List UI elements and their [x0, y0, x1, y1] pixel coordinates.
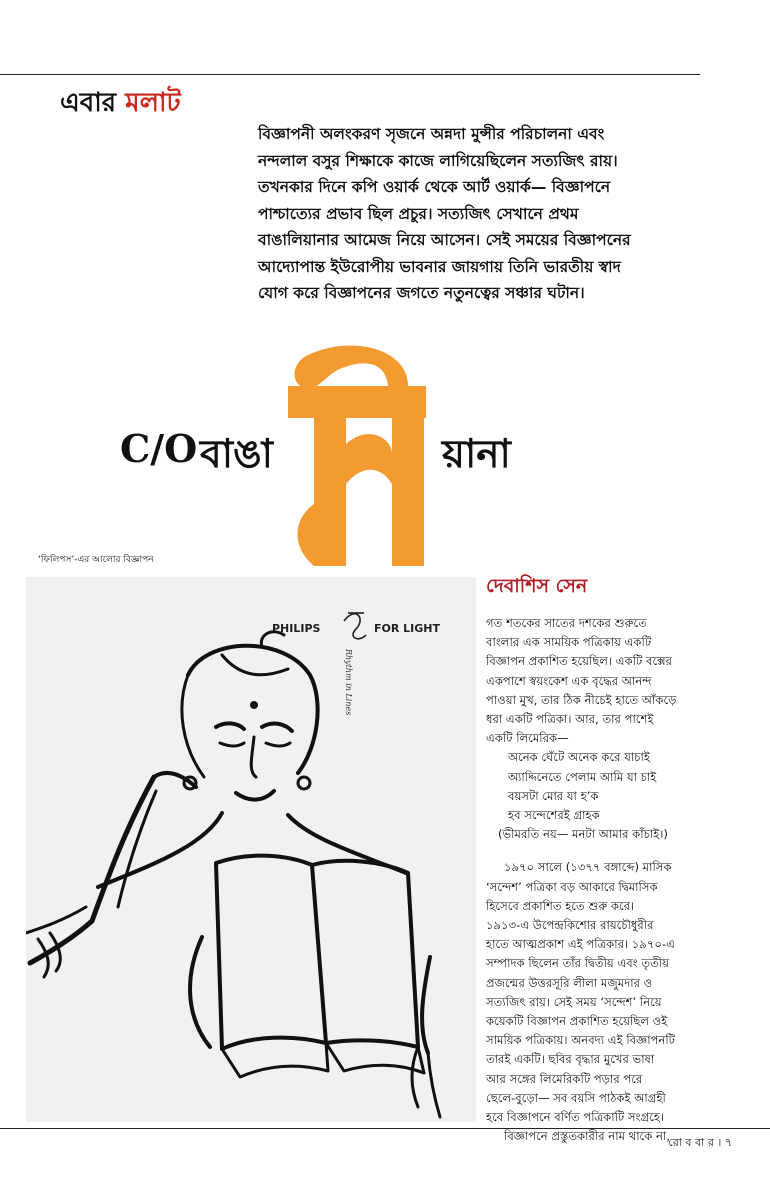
article-line: বিজ্ঞাপনে প্রস্তুতকারীর নাম থাকে না, — [504, 1129, 670, 1144]
title-co: C/O — [120, 426, 198, 471]
title-big-glyph-text: লি — [280, 334, 282, 335]
page-footer: রো ব বা র । ৭ — [668, 1136, 732, 1149]
article-line: সাময়িক পত্রিকায়। অনবদ্য এই বিজ্ঞাপনটি — [486, 1033, 675, 1048]
title-part-1: বাঙা — [200, 432, 273, 477]
article-line: হিসেবে প্রকাশিত হতে শুরু করে। — [486, 898, 635, 913]
article-line: একপাশে স্বয়ংকেশ এক বৃদ্ধের আনন্দ — [486, 673, 652, 688]
intro-line: বিজ্ঞাপনী অলংকরণ সৃজনে অন্নদা মুন্সীর পরিচালনা এবং — [258, 125, 605, 143]
article-line: ১৯৭০ সালে (১৩৭৭ বঙ্গাব্দে) মাসিক — [504, 860, 672, 875]
article-line: সত্যজিৎ রায়। সেই সময় ‘সন্দেশ’ নিয়ে — [486, 994, 662, 1009]
intro-line: যোগ করে বিজ্ঞাপনের জগতে নতুনত্বের সঞ্চার ঘটান। — [258, 284, 585, 302]
ad-brand-text: PHILIPS — [272, 622, 321, 635]
article-line: হাতে আত্মপ্রকাশ এই পত্রিকার। ১৯৭০-এ — [486, 937, 675, 952]
author-name: দেবাশিস সেন — [486, 575, 588, 597]
limerick — [486, 748, 730, 844]
section-label-accent: মলাট — [125, 88, 181, 118]
intro-line: তখনকার দিনে কপি ওয়ার্ক থেকে আর্ট ওয়ার্ক— বিজ্ঞাপনে — [258, 178, 611, 196]
article-line: পাওয়া মুখ, তার ঠিক নীচেই হাতে আঁকড়ে — [486, 692, 677, 707]
intro-line: আদ্যোপান্ত ইউরোপীয় ভাবনার জায়গায় তিনি ভারতীয় স্বাদ — [258, 257, 621, 276]
title-part-3: য়ানা — [442, 432, 511, 477]
article-line: কয়েকটি বিজ্ঞাপন প্রকাশিত হয়েছিল ওই — [486, 1014, 668, 1029]
image-caption: ‘ফিলিপস’-এর আলোর বিজ্ঞাপন — [38, 555, 154, 565]
article-body — [486, 614, 730, 1146]
intro-line: বাঙালিয়ানার আমেজ নিয়ে আসেন। সেই সময়ের বিজ্ঞাপনের — [258, 231, 631, 249]
article-line: ছেলে-বুড়ো— সব বয়সি পাঠকই আগ্রহী — [486, 1090, 666, 1105]
section-label-plain: এবার — [60, 88, 126, 118]
article-line: বিজ্ঞাপন প্রকাশিত হয়েছিল। একটি বক্সের — [486, 654, 673, 669]
article-line: হবে বিজ্ঞাপনে বর্ণিত পত্রিকাটি সংগ্রহে। — [486, 1110, 665, 1125]
limerick-line: হব সন্দেশেরই গ্রাহক — [508, 808, 600, 823]
bottom-rule — [0, 1128, 770, 1129]
article-line: ১৯১৩-এ উপেন্দ্রকিশোর রায়চৌধুরীর — [486, 918, 654, 933]
limerick-line: বয়সটা মোর যা হ’ক — [508, 788, 599, 803]
article-line: প্রজন্মের উত্তরসূরি লীলা মজুমদার ও — [486, 975, 653, 990]
article-line: একটি লিমেরিক— — [486, 731, 569, 746]
article-para-1 — [486, 614, 730, 748]
article-line: গত শতকের সাতের দশকের শুরুতে — [486, 616, 647, 630]
title-big-glyph — [280, 334, 440, 574]
intro-paragraph — [258, 121, 718, 307]
article-line: ‘সন্দেশ’ পত্রিকা বড় আকারে দ্বিমাসিক — [486, 879, 658, 894]
limerick-line: অনেক ঘেঁটে অনেক করে যাচাই — [508, 750, 650, 765]
philips-ad-illustration — [26, 577, 476, 1122]
intro-line: নন্দলাল বসুর শিক্ষাকে কাজে লাগিয়েছিলেন সত্যজিৎ রায়। — [258, 151, 618, 170]
ad-tagline-text: FOR LIGHT — [374, 622, 441, 635]
article-line: বাংলার এক সাময়িক পত্রিকায় একটি — [486, 635, 652, 650]
article-line: সম্পাদক ছিলেন তাঁর দ্বিতীয় এবং তৃতীয় — [486, 956, 669, 971]
section-label — [60, 82, 181, 126]
top-rule — [0, 74, 700, 75]
article-line: ধরা একটি পত্রিকা। আর, তার পাশেই — [486, 712, 654, 727]
limerick-line: অ্যাদ্দিনেতে পেলাম আমি যা চাই — [508, 769, 657, 784]
article-line: আর সঙ্গের লিমেরিকটি পড়ার পরে — [486, 1071, 643, 1086]
article-para-2 — [486, 858, 730, 1127]
artist-signature: Rhythm in Lines — [344, 649, 353, 716]
limerick-line: (ভীমরতি নয়— মনটা আমার কাঁচাই।) — [498, 827, 668, 842]
intro-line: পাশ্চাত্যের প্রভাব ছিল প্রচুর। সত্যজিৎ সেখানে প্রথম — [258, 204, 579, 223]
article-line: তারই একটি। ছবির বৃদ্ধার মুখের ভাষা — [486, 1052, 655, 1067]
